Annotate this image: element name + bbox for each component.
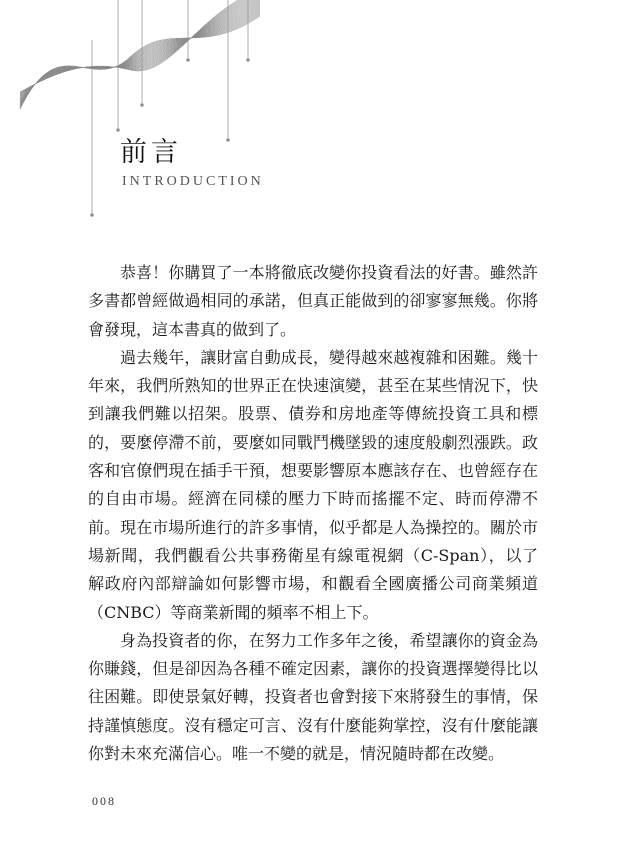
line-dot [117, 129, 120, 132]
page-title: 前言 [120, 137, 182, 168]
line-dot [141, 104, 144, 107]
page-subtitle: INTRODUCTION [122, 174, 264, 189]
wave-line [20, 0, 260, 95]
wave-lines-decoration [0, 0, 300, 240]
paragraph: 身為投資者的你，在努力工作多年之後，希望讓你的資金為你賺錢，但是卻因為各種不確定因素，讓你的投資選擇變得比以往困難。即使景氣好轉，投資者也會對接下來將發生的事情，保持謹慎態度。沒有穩定可言、沒有什麼能夠掌控，沒有什麼能讓你對未來充滿信心。唯一不變的就是，情況隨時都在改變。 [88, 630, 538, 764]
wave-line [20, 0, 260, 95]
line-dot [227, 139, 230, 142]
line-dot [247, 59, 250, 62]
paragraph: 過去幾年，讓財富自動成長，變得越來越複雜和困難。幾十年來，我們所熟知的世界正在快速演變，甚至在某些情況下，快到讓我們難以招架。股票、債券和房地產等傳統投資工具和標的，要麼停滯不前，要麼如同戰鬥機墜毀的速度般劇烈漲跌。政客和官僚們現在插手干預，想要影響原本應該存在、也曾經存在的自由市場。經濟在同樣的壓力下時而搖擺不定、時而停滯不前。現在市場所進行的許多事情，似乎都是人為操控的。關於市場新聞，我們觀看公共事務衛星有線電視網（C-Span），以了解政府內部辯論如何影響市場，和觀看全國廣播公司商業頻道（CNBC）等商業新聞的頻率不相上下。 [88, 347, 538, 622]
line-dot [187, 59, 190, 62]
body-text [88, 259, 538, 768]
wave-line [20, 0, 260, 96]
page-number: 008 [92, 794, 116, 808]
paragraph: 恭喜！你購買了一本將徹底改變你投資看法的好書。雖然許多書都曾經做過相同的承諾，但真正能做到的卻寥寥無幾。你將會發現，這本書真的做到了。 [88, 263, 538, 339]
line-dot [91, 214, 94, 217]
